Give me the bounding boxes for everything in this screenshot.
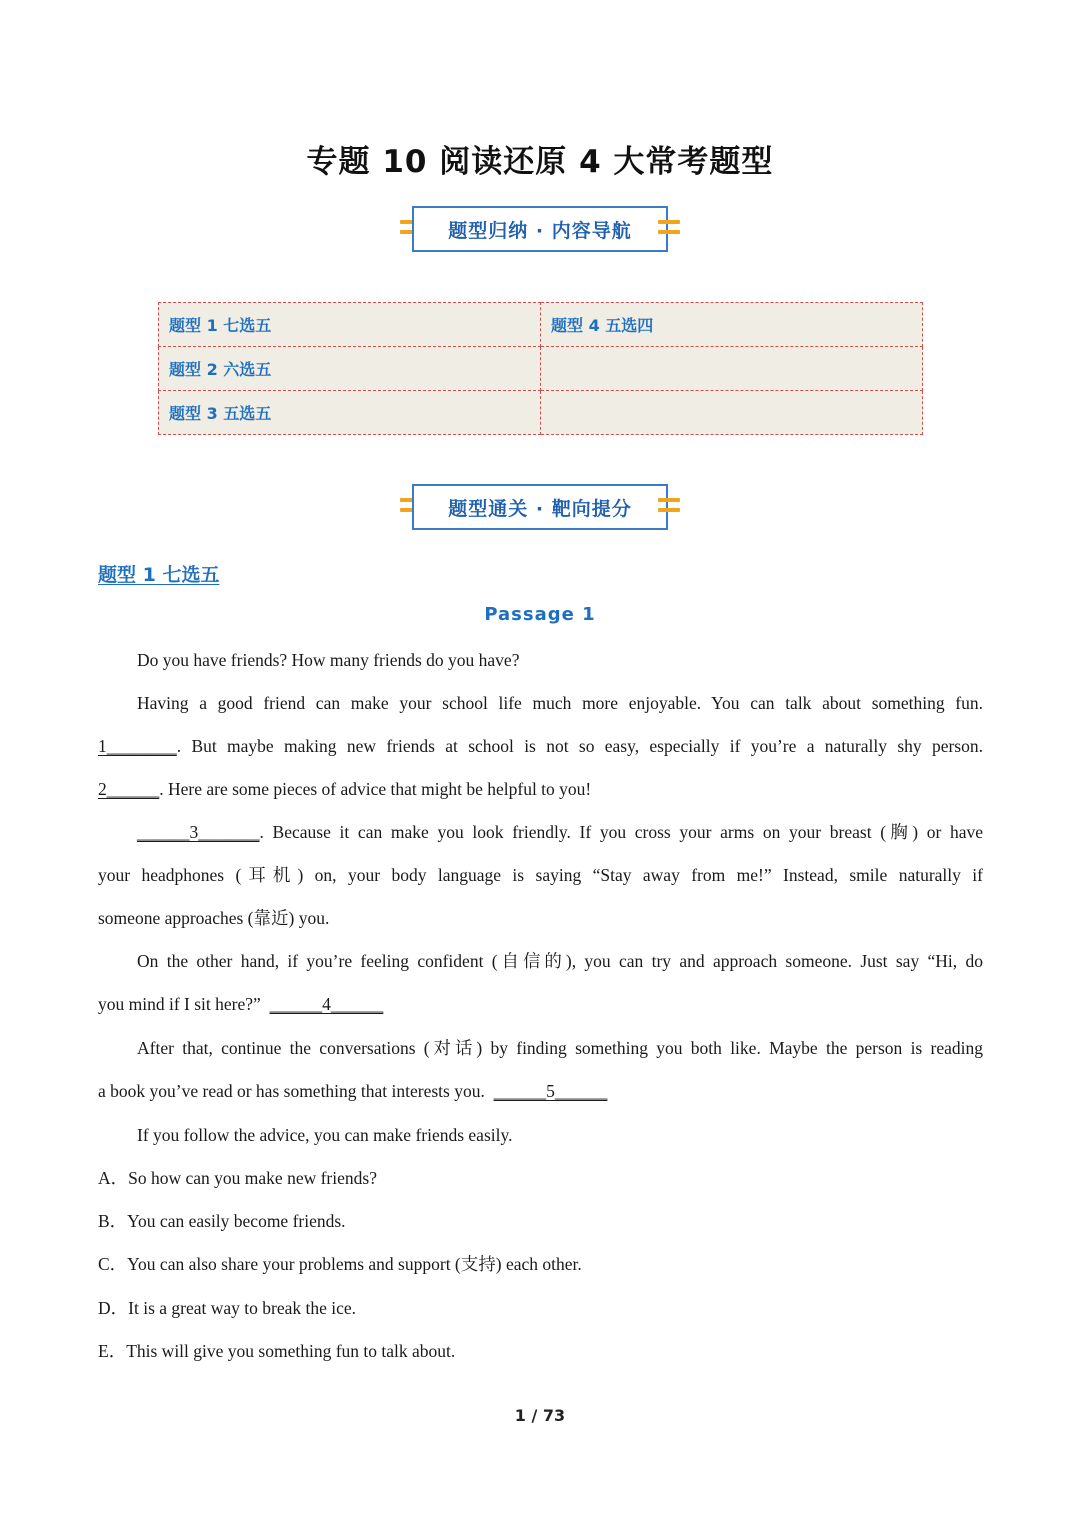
passage-line: Do you have friends? How many friends do you have? bbox=[137, 650, 520, 670]
banner-deco-icon bbox=[658, 498, 680, 516]
nav-banner-label: 题型归纳 · 内容导航 bbox=[412, 206, 668, 252]
blank-3: ______3_______ bbox=[137, 822, 260, 842]
passage-line bbox=[98, 820, 983, 844]
option-b: B．You can easily become friends. bbox=[98, 1211, 346, 1231]
passage-text: you mind if I sit here?” bbox=[98, 994, 261, 1014]
option-d: D．It is a great way to break the ice. bbox=[98, 1298, 357, 1318]
option-c: C．You can also share your problems and support (支持) each other. bbox=[98, 1254, 582, 1274]
option-e: E．This will give you something fun to talk about. bbox=[98, 1341, 456, 1361]
option-a: A．So how can you make new friends? bbox=[98, 1168, 377, 1188]
passage-line: Having a good friend can make your school life much more enjoyable. You can talk about something fun. bbox=[137, 693, 983, 713]
page-number: 1 / 73 bbox=[514, 1406, 566, 1425]
blank-4: ______4______ bbox=[269, 994, 384, 1014]
page-title: 专题 10 阅读还原 4 大常考题型 bbox=[306, 144, 774, 180]
nav-banner bbox=[400, 206, 680, 254]
nav-link-type-4[interactable]: 题型 4 五选四 bbox=[541, 303, 923, 347]
passage-line bbox=[98, 1079, 983, 1103]
passage-text: a book you’ve read or has something that interests you. bbox=[98, 1081, 485, 1101]
passage-line: someone approaches (靠近) you. bbox=[98, 908, 330, 928]
blank-1: 1________ bbox=[98, 736, 177, 756]
passage-line: If you follow the advice, you can make friends easily. bbox=[137, 1125, 513, 1145]
content-nav-table bbox=[158, 302, 923, 435]
passage-text: . Because it can make you look friendly. If you cross your arms on your breast (胸) or have bbox=[259, 822, 983, 842]
passage-line: On the other hand, if you’re feeling confident (自信的), you can try and approach someone. Just say “Hi, do bbox=[137, 951, 983, 971]
passage-line bbox=[98, 734, 983, 758]
passage-line bbox=[98, 777, 983, 801]
blank-5: ______5______ bbox=[493, 1081, 608, 1101]
passage-line: After that, continue the conversations (对话) by finding something you both like. Maybe the person is reading bbox=[137, 1038, 983, 1058]
passage-line: your headphones (耳机) on, your body language is saying “Stay away from me!” Instead, smile naturally if bbox=[98, 865, 983, 885]
practice-banner-label: 题型通关 · 靶向提分 bbox=[412, 484, 668, 530]
table-row bbox=[159, 347, 923, 391]
section-heading-link[interactable]: 题型 1 七选五 bbox=[98, 564, 220, 586]
passage-text: . Here are some pieces of advice that might be helpful to you! bbox=[159, 779, 592, 799]
banner-deco-icon bbox=[658, 220, 680, 238]
nav-link-type-1[interactable]: 题型 1 七选五 bbox=[159, 303, 541, 347]
table-cell-empty bbox=[541, 347, 923, 391]
table-row bbox=[159, 391, 923, 435]
nav-link-type-2[interactable]: 题型 2 六选五 bbox=[159, 347, 541, 391]
passage-title: Passage 1 bbox=[484, 604, 596, 625]
practice-banner bbox=[400, 484, 680, 532]
passage-text: . But maybe making new friends at school is not so easy, especially if you’re a naturally shy person. bbox=[176, 736, 983, 756]
nav-link-type-3[interactable]: 题型 3 五选五 bbox=[159, 391, 541, 435]
table-row bbox=[159, 303, 923, 347]
passage-line bbox=[98, 992, 983, 1016]
blank-2: 2______ bbox=[98, 779, 160, 799]
table-cell-empty bbox=[541, 391, 923, 435]
